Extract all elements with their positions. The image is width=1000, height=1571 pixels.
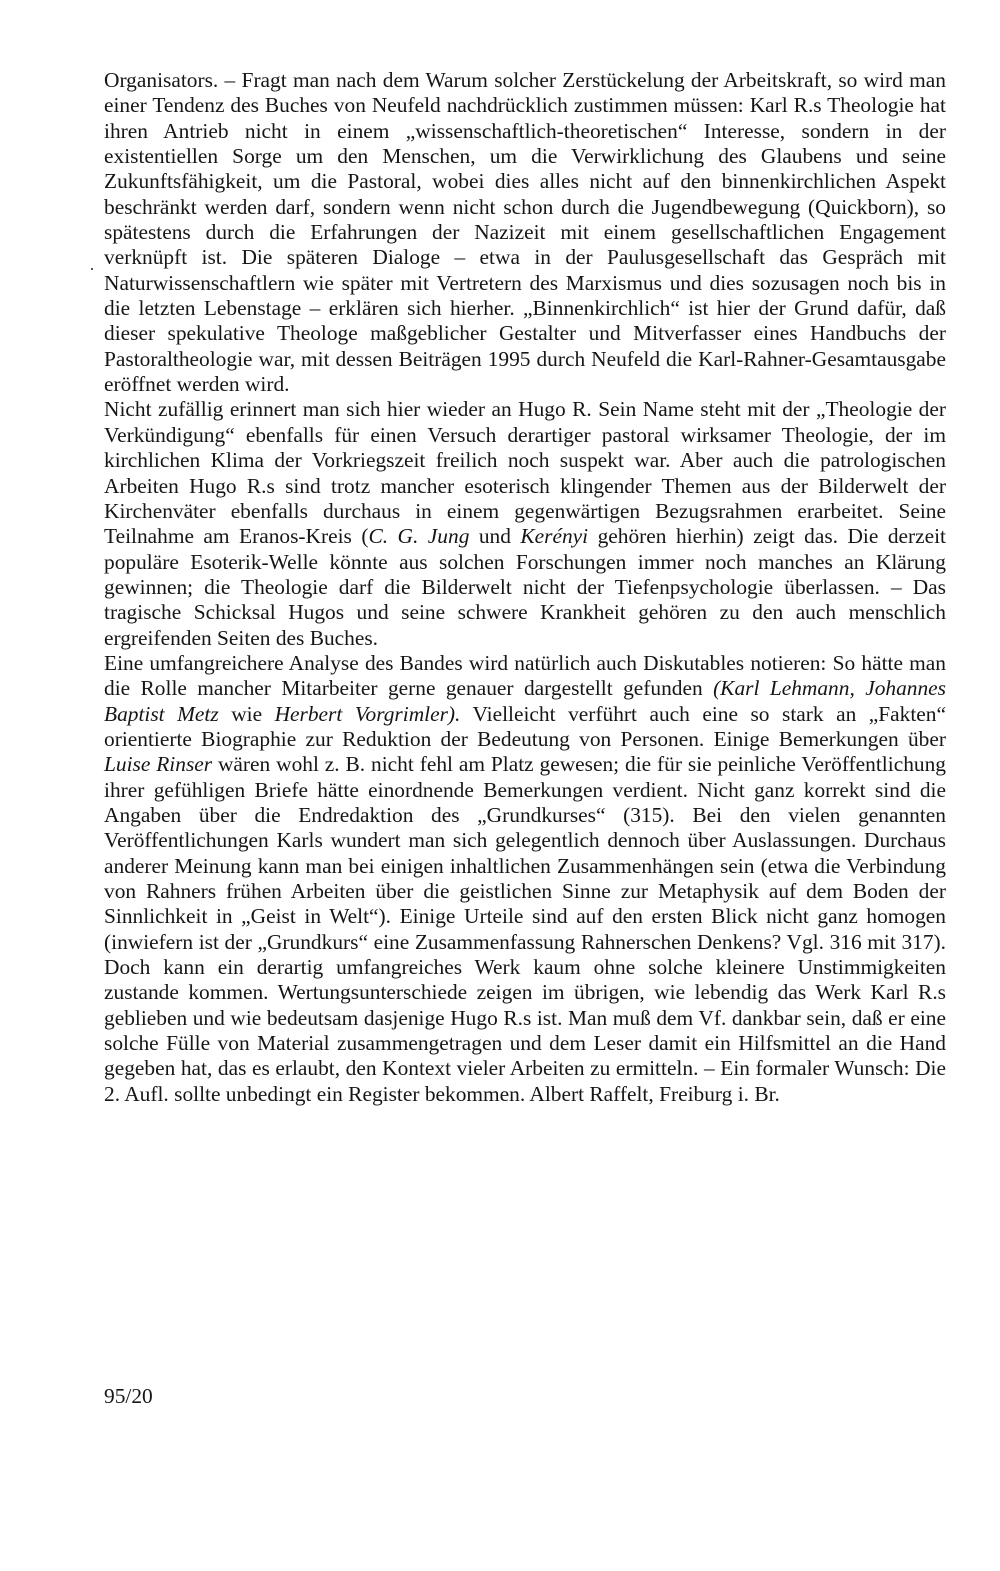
- italic-text-segment: Herbert Vorgrimler).: [274, 701, 461, 726]
- italic-text-segment: C. G. Jung: [368, 524, 470, 549]
- text-segment: wie: [218, 701, 275, 726]
- paragraph-3: [104, 651, 946, 1107]
- text-segment: Eine umfangreichere Analyse des Bandes wird natürlich auch Diskutables notieren: So hätte man die Rolle mancher Mitarbeiter gerne genauer dargestellt gefunden: [104, 650, 946, 701]
- italic-text-segment: Kerényi: [520, 524, 589, 549]
- paragraph-1: [104, 68, 946, 397]
- margin-mark: [91, 268, 93, 270]
- text-segment: wären wohl z. B. nicht fehl am Platz gewesen; die für sie peinliche Veröffentlichung ihrer gefühligen Briefe hätte einordnende Bemerkungen verdient. Nicht ganz korrekt sind die Angaben über die Endredaktion des „Grundkurses“ (315). Bei den vielen genannten Veröffentlichungen Karls wundert man sich gelegentlich dennoch über Auslassungen. Durchaus anderer Meinung kann man bei einigen inhaltlichen Zusammenhängen sein (etwa die Verbindung von Rahners frühen Arbeiten über die geistlichen Sinne zur Metaphysik auf dem Boden der Sinnlichkeit in „Geist in Welt“). Einige Urteile sind auf den ersten Blick nicht ganz homogen (inwiefern ist der „Grundkurs“ eine Zusammenfassung Rahnerschen Denkens? Vgl. 316 mit 317). Doch kann ein derartig umfangreiches Werk kaum ohne solche kleinere Unstimmigkeiten zustande kommen. Wertungsunterschiede zeigen im übrigen, wie lebendig das Werk Karl R.s geblieben und wie bedeutsam dasjenige Hugo R.s ist. Man muß dem Vf. dankbar sein, daß er eine solche Fülle von Material zusammengetragen und dem Leser damit ein Hilfsmittel an die Hand gegeben hat, das es erlaubt, den Kontext vieler Arbeiten zu ermitteln. – Ein formaler Wunsch: Die 2. Aufl. sollte unbedingt ein Register bekommen. Albert Raffelt, Freiburg i. Br.: [104, 752, 946, 1106]
- body-text: [104, 68, 946, 1107]
- text-segment: Vielleicht verführt auch eine so stark an „Fakten“ orientierte Biographie zur Reduktion der Bedeutung von Personen. Einige Bemerkungen über: [104, 701, 946, 751]
- italic-text-segment: (Karl Lehmann, Johannes Baptist Metz: [104, 676, 946, 726]
- text-segment: Organisators. – Fragt man nach dem Warum solcher Zerstückelung der Arbeitskraft, so wird man einer Tendenz des Buches von Neufeld nachdrücklich zustimmen müssen: Karl R.s Theologie hat ihren Antrieb nicht in einem „wissenschaftlich-theoretischen“ Interesse, sondern in der existentiellen Sorge um den Menschen, um die Verwirklichung des Glaubens und seine Zukunftsfähigkeit, um die Pastoral, wobei dies alles nicht auf den binnenkirchlichen Aspekt beschränkt werden darf, sondern wenn nicht schon durch die Jugendbewegung (Quickborn), so spätestens durch die Erfahrungen der Nazizeit mit einem gesellschaftlichen Engagement verknüpft ist. Die späteren Dialoge – etwa in der Paulusgesellschaft das Gespräch mit Naturwissenschaftlern wie später mit Vertretern des Marxismus und dies sozusagen noch bis in die letzten Lebenstage – erklären sich hierher. „Binnenkirchlich“ ist hier der Grund dafür, daß dieser spekulative Theologe maßgeblicher Gestalter und Mitverfasser eines Handbuchs der Pastoraltheologie war, mit dessen Beiträgen 1995 durch Neufeld die Karl-Rahner-Gesamtausgabe eröffnet werden wird.: [104, 68, 946, 397]
- text-segment: und: [469, 524, 521, 549]
- text-segment: Nicht zufällig erinnert man sich hier wieder an Hugo R. Sein Name steht mit der „Theologie der Verkündigung“ ebenfalls für einen Versuch derartiger pastoral wirksamer Theologie, der im kirchlichen Klima der Vorkriegszeit freilich noch suspekt war. Aber auch die patrologischen Arbeiten Hugo R.s sind trotz mancher esoterisch klingender Themen aus der Bilderwelt der Kirchenväter ebenfalls durchaus in einem gegenwärtigen Bezugsrahmen erarbeitet. Seine Teilnahme am Eranos-Kreis (: [104, 397, 946, 549]
- paragraph-2: [104, 397, 946, 650]
- italic-text-segment: Luise Rinser: [104, 752, 213, 777]
- text-segment: gehören hierhin) zeigt das. Die derzeit populäre Esoterik-Welle könnte aus solchen Forschungen immer noch manches an Klärung gewinnen; die Theologie darf die Bilderwelt nicht der Tiefenpsychologie überlassen. – Das tragische Schicksal Hugos und seine schwere Krankheit gehören zu den auch menschlich ergreifenden Seiten des Buches.: [104, 524, 947, 650]
- page-number: 95/20: [104, 1384, 153, 1408]
